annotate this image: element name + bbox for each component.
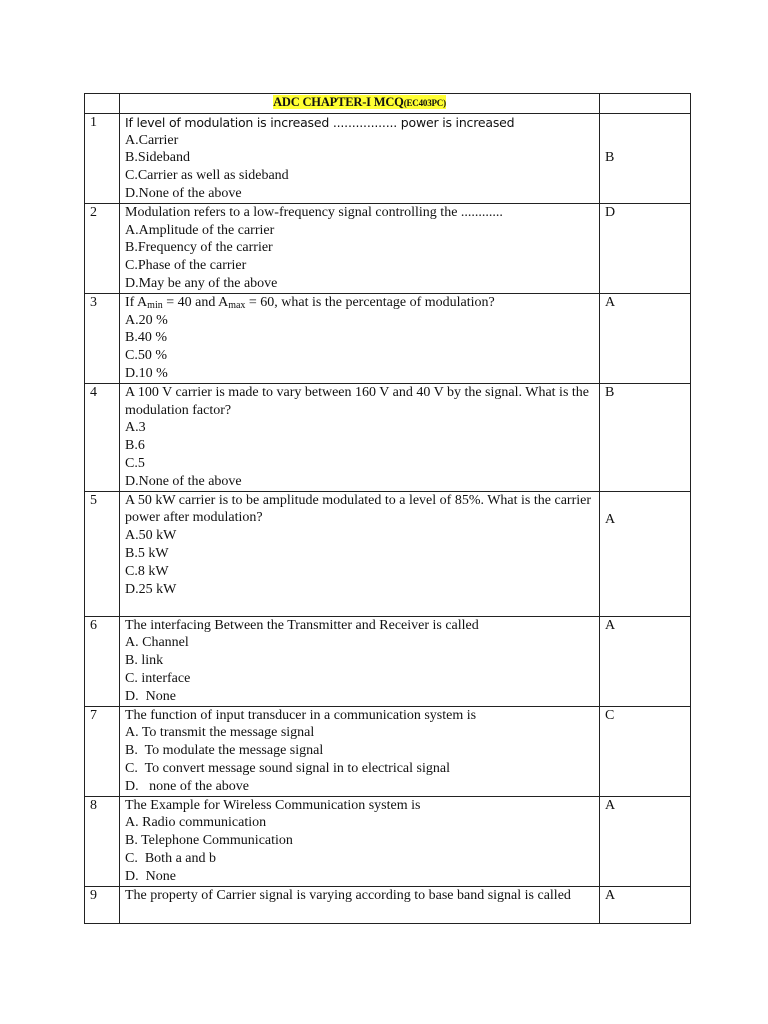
- option: A. Radio communication: [125, 815, 267, 831]
- title-text: ADC CHAPTER-I MCQ: [273, 95, 404, 109]
- answer-cell: [600, 616, 691, 706]
- course-code: (EC403PC): [403, 98, 446, 108]
- question-text: The Example for Wireless Communication system is: [125, 797, 421, 813]
- option: C. To convert message sound signal in to electrical signal: [125, 760, 450, 776]
- option: A. To transmit the message signal: [125, 725, 315, 741]
- answer-cell: [600, 203, 691, 293]
- question-text: Modulation refers to a low-frequency signal controlling the ............: [125, 204, 503, 220]
- option: C.5: [125, 455, 145, 471]
- answer-cell: [600, 293, 691, 383]
- option: D. None: [125, 688, 176, 704]
- question-number: 4: [85, 383, 120, 491]
- answer-cell: [600, 706, 691, 796]
- option: A.20 %: [125, 312, 168, 328]
- table-row: [85, 491, 691, 616]
- answer: D: [605, 204, 616, 220]
- header-answer-cell: [600, 94, 691, 114]
- option: D.25 kW: [125, 581, 177, 597]
- table-row: [85, 293, 691, 383]
- question-text: The interfacing Between the Transmitter and Receiver is called: [125, 617, 479, 633]
- question-text: If level of modulation is increased ................. power is increased: [125, 114, 515, 130]
- mcq-table: [84, 93, 691, 924]
- option: A.Carrier: [125, 132, 179, 148]
- question-text: A 50 kW carrier is to be amplitude modulated to a level of 85%. What is the carrier power after modulation?: [125, 492, 591, 526]
- question-cell: [120, 293, 600, 383]
- document-title: [273, 95, 446, 109]
- option: D.May be any of the above: [125, 275, 278, 291]
- option: D. none of the above: [125, 778, 250, 794]
- subscript-min: min: [147, 299, 163, 311]
- option: B.6: [125, 438, 145, 454]
- question-cell: [120, 796, 600, 886]
- answer: A: [605, 887, 616, 903]
- subscript-max: max: [228, 299, 246, 311]
- header-title-cell: [120, 94, 600, 114]
- table-row: [85, 383, 691, 491]
- header-num-cell: [85, 94, 120, 114]
- question-number: 1: [85, 113, 120, 203]
- question-cell: [120, 886, 600, 923]
- question-number: 9: [85, 886, 120, 923]
- option: B.5 kW: [125, 545, 169, 561]
- question-cell: [120, 203, 600, 293]
- answer: B: [605, 150, 615, 166]
- answer: B: [605, 384, 615, 400]
- option: B.Frequency of the carrier: [125, 240, 273, 256]
- answer: A: [605, 511, 616, 527]
- question-number: 6: [85, 616, 120, 706]
- question-number: 7: [85, 706, 120, 796]
- option: B. link: [125, 653, 164, 669]
- answer-cell: [600, 796, 691, 886]
- option: C.8 kW: [125, 563, 169, 579]
- table-row: [85, 796, 691, 886]
- option: C.Phase of the carrier: [125, 258, 247, 274]
- question-cell: [120, 113, 600, 203]
- answer: A: [605, 294, 616, 310]
- answer-cell: [600, 113, 691, 203]
- question-text: The property of Carrier signal is varying according to base band signal is called: [125, 887, 571, 903]
- answer-cell: [600, 491, 691, 616]
- question-number: 8: [85, 796, 120, 886]
- table-row: [85, 113, 691, 203]
- table-row: [85, 706, 691, 796]
- option: D.10 %: [125, 365, 168, 381]
- question-number: 5: [85, 491, 120, 616]
- table-header-row: [85, 94, 691, 114]
- option: A.Amplitude of the carrier: [125, 222, 275, 238]
- option: D.None of the above: [125, 185, 242, 201]
- option: D. None: [125, 868, 176, 884]
- option: A. Channel: [125, 635, 189, 651]
- option: C. interface: [125, 670, 191, 686]
- question-number: 3: [85, 293, 120, 383]
- question-number: 2: [85, 203, 120, 293]
- table-row: [85, 886, 691, 923]
- option: B.Sideband: [125, 150, 190, 166]
- question-cell: [120, 383, 600, 491]
- option: C.Carrier as well as sideband: [125, 168, 289, 184]
- option: C.50 %: [125, 348, 167, 364]
- option: B. Telephone Communication: [125, 833, 293, 849]
- question-text: If $A_{min} = 40$ and $A_{max} = 60$, what is the percentage of modulation?: [125, 294, 495, 311]
- answer: A: [605, 617, 616, 633]
- option: D.None of the above: [125, 473, 242, 489]
- answer: A: [605, 797, 616, 813]
- table-row: [85, 203, 691, 293]
- answer-cell: [600, 886, 691, 923]
- question-text: A 100 V carrier is made to vary between 160 V and 40 V by the signal. What is the modulation factor?: [125, 384, 589, 418]
- option: A.3: [125, 420, 146, 436]
- question-cell: [120, 706, 600, 796]
- option: C. Both a and b: [125, 850, 216, 866]
- option: B.40 %: [125, 330, 167, 346]
- option: A.50 kW: [125, 528, 177, 544]
- answer: C: [605, 707, 615, 723]
- question-cell: [120, 616, 600, 706]
- answer-cell: [600, 383, 691, 491]
- table-row: [85, 616, 691, 706]
- question-cell: [120, 491, 600, 616]
- question-text: The function of input transducer in a communication system is: [125, 707, 477, 723]
- option: B. To modulate the message signal: [125, 743, 324, 759]
